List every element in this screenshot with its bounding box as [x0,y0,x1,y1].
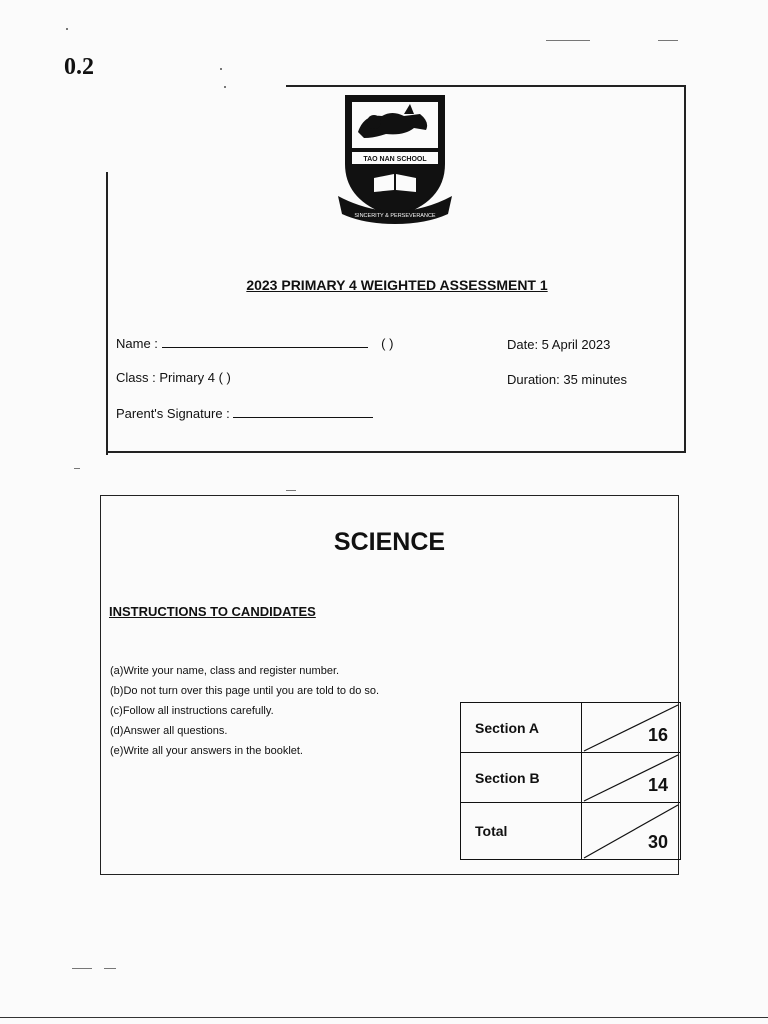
score-row [461,803,681,860]
section-label: Section B [461,753,582,803]
register-brackets: ( ) [381,336,394,351]
signature-field [116,405,373,421]
instruction-item: (a)Write your name, class and register number. [110,665,340,677]
section-label: Total [461,803,582,860]
scan-speck [658,40,678,41]
scan-speck [546,40,590,41]
marks-value: 30 [647,832,668,852]
page-number: 0.2 [64,54,94,80]
school-crest-logo [334,92,456,228]
subject-title: SCIENCE [333,528,446,556]
page-bottom-rule [0,1017,768,1018]
marks-value: 16 [647,725,668,745]
signature-label: Parent's Signature : [116,406,230,421]
scan-speck [66,28,68,30]
scan-speck [74,468,80,469]
scan-speck [104,968,116,969]
assessment-title: 2023 PRIMARY 4 WEIGHTED ASSESSMENT 1 [246,277,548,293]
marks-cell [582,753,681,803]
marks-cell [582,803,681,860]
date-text: Date: 5 April 2023 [507,337,611,352]
duration-text: Duration: 35 minutes [507,372,627,387]
section-label: Section A [461,703,582,753]
signature-line[interactable] [233,405,373,418]
scan-speck [224,86,226,88]
class-label: Class : Primary 4 ( ) [116,370,231,385]
scan-speck [286,490,296,491]
instruction-item: (b)Do not turn over this page until you are told to do so. [110,685,380,697]
score-table [460,702,681,860]
score-row [461,703,681,753]
marks-value: 14 [647,775,668,795]
name-label: Name : [116,336,158,351]
instruction-item: (c)Follow all instructions carefully. [110,705,274,717]
instructions-title: INSTRUCTIONS TO CANDIDATES [109,604,316,619]
marks-cell [582,703,681,753]
scan-speck [220,68,222,70]
name-line[interactable] [162,335,368,348]
scan-speck [72,968,92,969]
instructions-list [110,661,379,761]
crest-school-name: TAO NAN SCHOOL [363,156,427,163]
name-field [116,335,393,351]
instruction-item: (e)Write all your answers in the booklet. [110,745,303,757]
instruction-item: (d)Answer all questions. [110,725,228,737]
crest-motto: SINCERITY & PERSEVERANCE [354,213,436,219]
score-row [461,753,681,803]
